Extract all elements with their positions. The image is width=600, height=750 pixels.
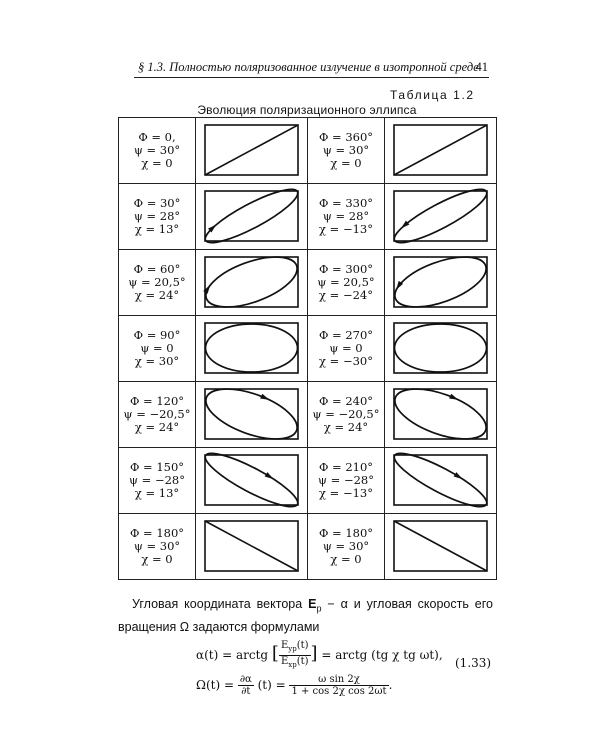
table-caption: Эволюция поляризационного эллипса [197,103,417,117]
polarization-ellipse [200,184,303,250]
diagram-frame [205,455,298,505]
param-psi: ψ = 30° [133,143,181,157]
param-psi: ψ = −20,5° [123,407,191,421]
param-chi: χ = 13° [134,486,180,500]
equation-number: (1.33) [455,656,492,670]
diagram-frame [394,257,487,307]
diagram-cell [385,250,497,316]
header-rule [134,77,489,78]
parameters-cell [308,118,385,184]
polarization-diagram [196,118,308,184]
param-psi: ψ = 20,5° [317,275,375,289]
param-phi: Φ = 120° [129,394,185,408]
param-psi: ψ = 30° [322,539,370,553]
polarization-ellipse [389,250,493,316]
param-chi: χ = 0 [141,552,173,566]
param-chi: χ = −24° [319,288,373,302]
param-phi: Φ = 210° [318,460,374,474]
rotation-arrow [454,472,463,479]
table-label: Таблица 1.2 [390,88,475,102]
parameters-cell [119,514,196,580]
diagram-frame [394,455,487,505]
param-chi: χ = 0 [141,156,173,170]
diagram-cell [196,184,308,250]
diagram-cell [385,118,497,184]
diagram-frame [205,257,298,307]
polarization-diagram [385,118,497,184]
polarization-diagram [196,382,308,448]
param-chi: χ = −13° [319,486,373,500]
param-phi: Φ = 30° [133,196,181,210]
param-phi: Φ = 240° [318,394,374,408]
param-chi: χ = 24° [134,420,180,434]
running-head-title: § 1.3. Полностью поляризованное излучение в изотропной среде [138,60,479,74]
polarization-diagram [196,250,308,316]
polarization-ellipse [200,250,304,316]
param-phi: Φ = 330° [318,196,374,210]
param-phi: Φ = 90° [133,328,181,342]
param-chi: χ = −13° [319,222,373,236]
parameters-cell [308,250,385,316]
parameters-cell [308,382,385,448]
diagram-frame [205,191,298,241]
param-psi: ψ = 20,5° [128,275,186,289]
polarization-diagram [196,184,308,250]
parameters-cell [119,250,196,316]
polarization-diagram [196,316,308,382]
parameters-cell [119,382,196,448]
param-phi: Φ = 270° [318,328,374,342]
param-phi: Φ = 360° [318,130,374,144]
diagram-cell [385,514,497,580]
polarization-ellipse [389,382,493,448]
body-text-2: − α и угловая скорость его вращения Ω задаются формулами [118,597,493,634]
polarization-diagram [385,184,497,250]
rotation-arrow [449,394,458,400]
body-paragraph [118,595,493,636]
param-phi: Φ = 60° [133,262,181,276]
param-chi: χ = 0 [330,552,362,566]
diagram-cell [196,448,308,514]
diagram-cell [196,316,308,382]
param-phi: Φ = 150° [129,460,185,474]
parameters-cell [308,448,385,514]
polarization-line [205,125,298,175]
diagram-cell [196,382,308,448]
polarization-diagram [385,382,497,448]
param-chi: χ = 24° [323,420,369,434]
polarization-table [118,117,497,580]
param-psi: ψ = −20,5° [312,407,380,421]
param-phi: Φ = 0, [138,130,176,144]
diagram-frame [394,389,487,439]
rotation-arrow [260,394,269,400]
polarization-diagram [385,250,497,316]
polarization-ellipse [200,382,304,448]
diagram-cell [385,382,497,448]
polarization-ellipse [200,448,303,514]
param-phi: Φ = 300° [318,262,374,276]
polarization-diagram [196,514,308,580]
polarization-line [394,521,487,571]
running-head [138,60,488,74]
param-psi: ψ = 30° [133,539,181,553]
polarization-diagram [385,514,497,580]
parameters-cell [119,118,196,184]
formula-line-1: α(t) = arctg [ $\frac{E_{yp}(t)}{E_{xp}(t)}$ ] = arctg (tg χ tg ωt), [196,640,443,669]
param-psi: ψ = 0 [140,341,174,355]
param-psi: ψ = −28° [129,473,185,487]
param-psi: ψ = 28° [133,209,181,223]
param-psi: ψ = 30° [322,143,370,157]
param-phi: Φ = 180° [318,526,374,540]
polarization-ellipse [206,324,298,372]
diagram-cell [196,514,308,580]
param-chi: χ = −30° [319,354,373,368]
polarization-line [394,125,487,175]
polarization-diagram [196,448,308,514]
diagram-cell [385,316,497,382]
param-chi: χ = 24° [134,288,180,302]
param-chi: χ = 0 [330,156,362,170]
polarization-ellipse [395,324,487,372]
body-text-1: Угловая координата вектора [132,597,303,611]
diagram-cell [196,118,308,184]
parameters-cell [119,184,196,250]
param-psi: ψ = 28° [322,209,370,223]
polarization-ellipse [389,184,492,250]
polarization-diagram [385,448,497,514]
param-psi: ψ = 0 [329,341,363,355]
parameters-cell [308,184,385,250]
polarization-line [205,521,298,571]
diagram-cell [385,184,497,250]
parameters-cell [308,514,385,580]
param-chi: χ = 30° [134,354,180,368]
diagram-frame [205,389,298,439]
formula-line-2: Ω(t) = $\frac{\partial\alpha}{\partial t}$ (t) = $\frac{\text{ω sin 2χ}}{\text{1 + cos 2χ cos 2ωt}}$ . [196,674,393,697]
polarization-diagram [385,316,497,382]
fraction-e-ratio: $\frac{E_{yp}(t)}{E_{xp}(t)}$ [280,640,309,669]
fraction-partial: $\frac{\partial\alpha}{\partial t}$ [239,674,252,697]
diagram-cell [385,448,497,514]
polarization-ellipse [389,448,492,514]
diagram-frame [394,191,487,241]
param-phi: Φ = 180° [129,526,185,540]
param-chi: χ = 13° [134,222,180,236]
fraction-omega: $\frac{\text{ω sin 2χ}}{\text{1 + cos 2χ cos 2ωt}}$ [291,674,387,697]
parameters-cell [119,316,196,382]
rotation-arrow [265,472,274,479]
parameters-cell [119,448,196,514]
diagram-cell [196,250,308,316]
parameters-cell [308,316,385,382]
vector-symbol: $E_p$ [308,597,322,614]
param-psi: ψ = −28° [318,473,374,487]
page-number: 41 [475,60,488,74]
